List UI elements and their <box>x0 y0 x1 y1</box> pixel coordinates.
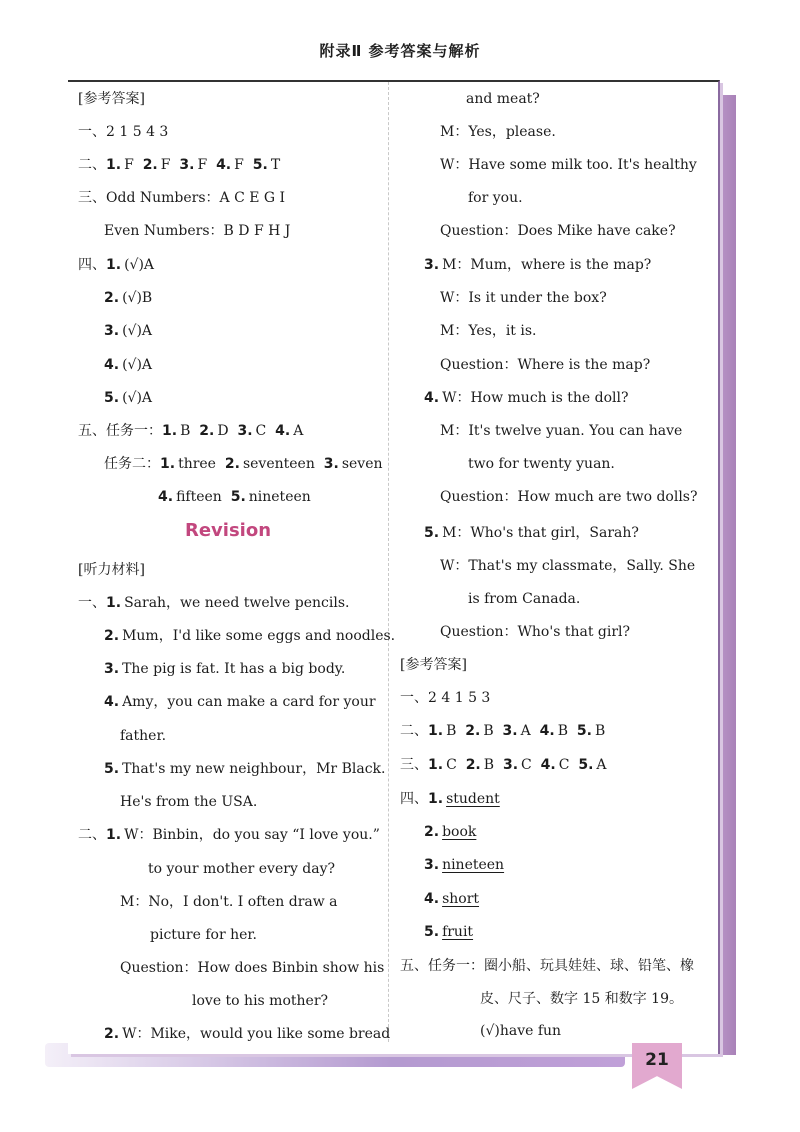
listening-2-2: 2. W：Mike，would you like some bread <box>104 1026 391 1042</box>
listening-2-1-line-3: M：No，I don't. I often draw a <box>120 894 338 910</box>
answer-5-task-1: 五、任务一：圈小船、玩具娃娃、球、铅笔、橡 <box>400 958 694 974</box>
listening-2-2-cont: and meat? <box>466 91 540 107</box>
listening-2-4-question: Question：How much are two dolls? <box>440 489 698 505</box>
section-5-task-2a: 任务二：1. three 2. seventeen 3. seven <box>104 456 383 472</box>
listening-2-2-line-3: W：Have some milk too. It's healthy <box>440 157 697 173</box>
listening-2-2-line-4: for you. <box>468 190 523 206</box>
listening-2-3-line-3: M：Yes，it is. <box>440 323 537 339</box>
answer-5-task-1-check: (√)have fun <box>480 1023 562 1039</box>
listening-1-4: 4. Amy，you can make a card for your <box>104 694 376 710</box>
listening-2-1: 二、1. W：Binbin，do you say “I love you.” <box>78 827 380 843</box>
listening-1-5-cont: He's from the USA. <box>120 794 258 810</box>
listening-2-1-line-4: picture for her. <box>150 927 258 943</box>
page-number: 21 <box>645 1050 669 1070</box>
section-4-item-2: 2. (√)B <box>104 290 153 306</box>
section-4-item-4: 4. (√)A <box>104 357 153 373</box>
ref-answer-label-2: [参考答案] <box>400 657 467 673</box>
listening-2-5-line-2: W：That's my classmate，Sally. She <box>440 558 696 574</box>
section-2-answers: 二、1. F 2. F 3. F 4. F 5. T <box>78 157 281 173</box>
section-3-odd: 三、Odd Numbers：A C E G I <box>78 190 286 206</box>
listening-2-1-question-cont: love to his mother? <box>192 993 329 1009</box>
listening-1-4-cont: father. <box>120 728 167 744</box>
listening-2-1-question: Question：How does Binbin show his <box>120 960 385 976</box>
listening-1-2: 2. Mum，I'd like some eggs and noodles. <box>104 628 396 644</box>
section-4-item-1: 四、1. (√)A <box>78 257 155 273</box>
listening-label: [听力材料] <box>78 562 145 578</box>
listening-1-5: 5. That's my new neighbour，Mr Black. <box>104 761 386 777</box>
listening-2-2-question: Question：Does Mike have cake? <box>440 223 676 239</box>
answer-3: 三、1. C 2. B 3. C 4. C 5. A <box>400 757 607 773</box>
section-4-item-3: 3. (√)A <box>104 323 153 339</box>
revision-title: Revision <box>184 520 272 541</box>
section-5-task-1: 五、任务一：1. B 2. D 3. C 4. A <box>78 423 304 439</box>
listening-1-3: 3. The pig is fat. It has a big body. <box>104 661 346 677</box>
section-3-even: Even Numbers：B D F H J <box>104 223 291 239</box>
answer-5-task-1-cont: 皮、尺子、数字 15 和数字 19。 <box>480 991 683 1007</box>
listening-2-3-line-2: W：Is it under the box? <box>440 290 607 306</box>
ref-answer-label: [参考答案] <box>78 91 145 107</box>
listening-2-4-line-2: M：It's twelve yuan. You can have <box>440 423 683 439</box>
section-4-item-5: 5. (√)A <box>104 390 153 406</box>
listening-2-5-line-3: is from Canada. <box>468 591 581 607</box>
column-divider <box>388 82 390 1042</box>
listening-2-2-line-2: M：Yes，please. <box>440 124 556 140</box>
answer-4-2: 2. book <box>424 824 477 840</box>
section-1-answers: 一、2 1 5 4 3 <box>78 124 169 140</box>
section-5-task-2b: 4. fifteen 5. nineteen <box>158 489 311 505</box>
listening-1-1: 一、1. Sarah，we need twelve pencils. <box>78 595 350 611</box>
answer-4-5: 5. fruit <box>424 924 474 940</box>
listening-2-1-line-2: to your mother every day? <box>148 861 336 877</box>
answer-4-4: 4. short <box>424 891 480 907</box>
listening-2-4-line-3: two for twenty yuan. <box>468 456 615 472</box>
listening-2-3-question: Question：Where is the map? <box>440 357 651 373</box>
listening-2-5: 5. M：Who's that girl，Sarah? <box>424 525 639 541</box>
answer-4-3: 3. nineteen <box>424 857 505 873</box>
answer-2: 二、1. B 2. B 3. A 4. B 5. B <box>400 723 606 739</box>
answer-1: 一、2 4 1 5 3 <box>400 690 491 706</box>
listening-2-5-question: Question：Who's that girl? <box>440 624 631 640</box>
listening-2-3: 3. M：Mum，where is the map? <box>424 257 652 273</box>
page-header: 附录Ⅱ 参考答案与解析 <box>319 42 481 60</box>
answer-4-1: 四、1. student <box>400 791 500 807</box>
listening-2-4: 4. W：How much is the doll? <box>424 390 629 406</box>
